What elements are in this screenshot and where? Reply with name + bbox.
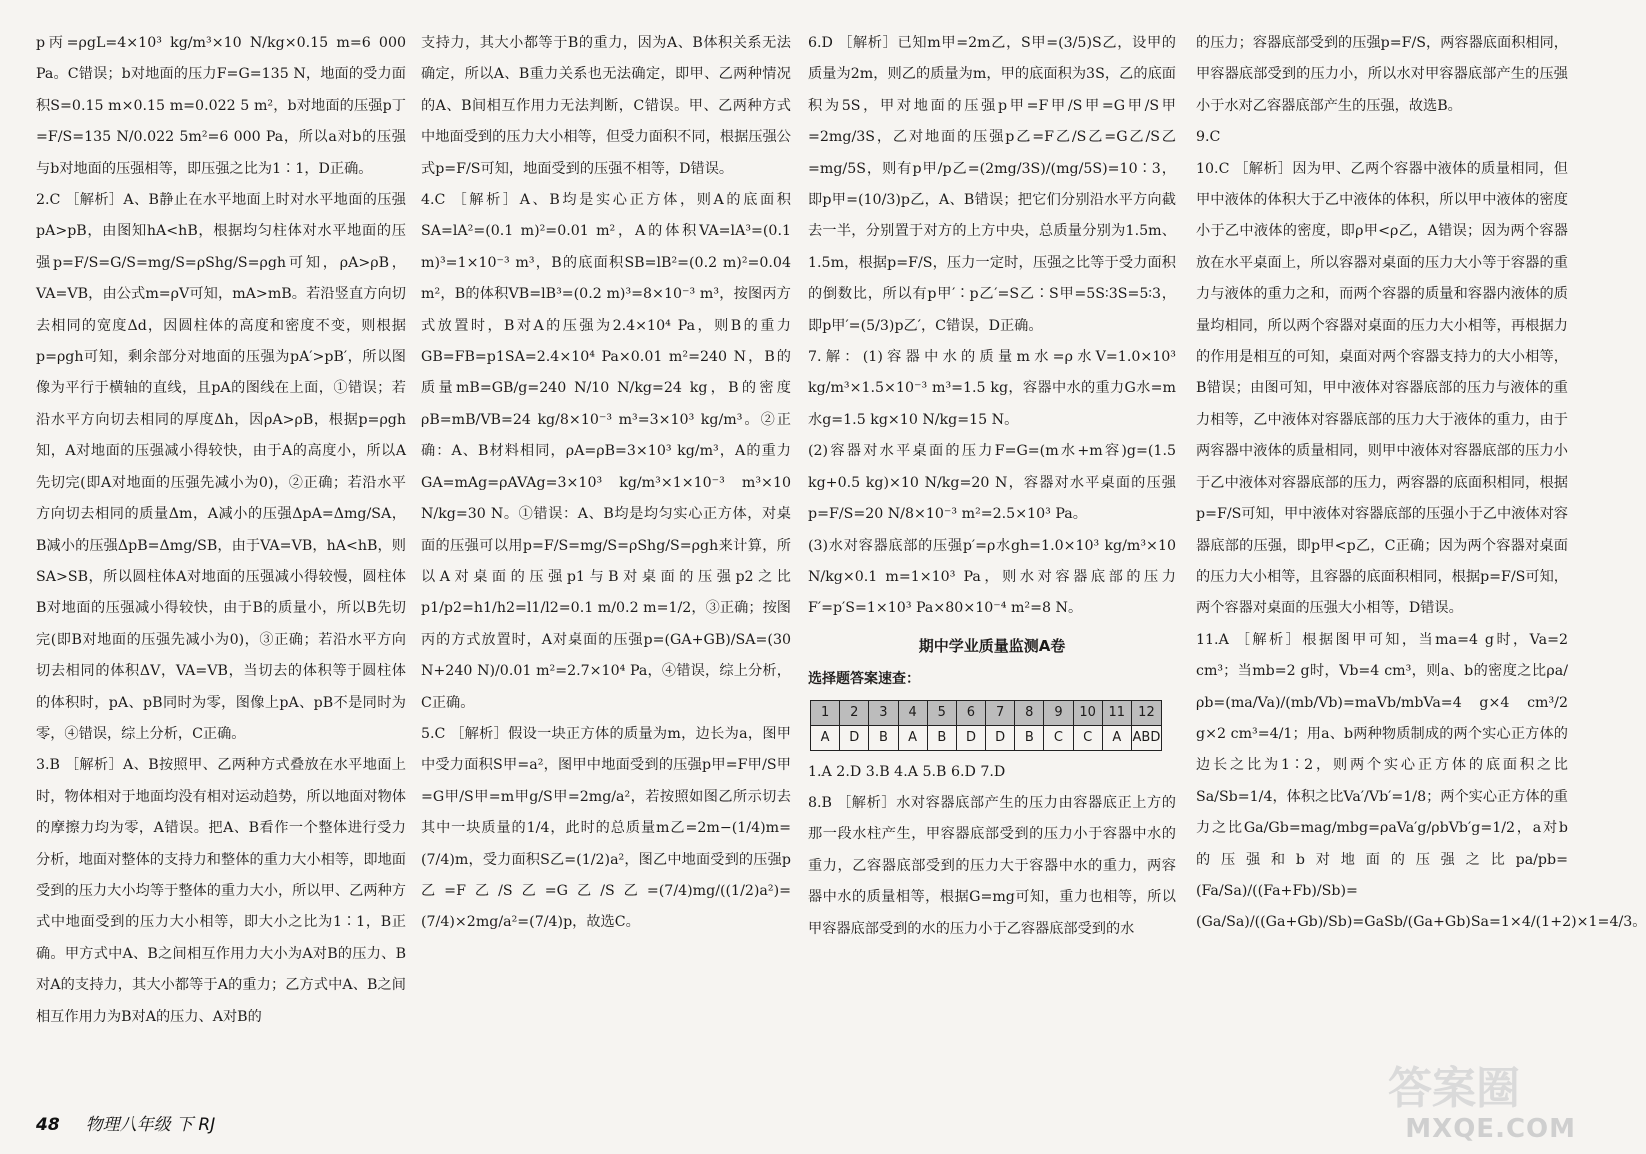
answer-table-head-cell: 8 <box>1015 700 1044 725</box>
col2-para-3: 5.C ［解析］假设一块正方体的质量为m，边长为a，图甲中受力面积S甲=a²，图甲中地面受到的压强p甲=F甲/S甲=G甲/S甲=m甲g/S甲=2mg/a²，若按照如图乙所示切去其中一块质量的1/4，此时的总质量m乙=2m−(1/4)m=(7/4)m，受力面积S乙=(1/2)a²，图乙中地面受到的压强p乙=F乙/S乙=G乙/S乙=(7/4)mg/((1/2)a²)=(7/4)×2mg/a²=(7/4)p，故选C。 <box>421 725 791 931</box>
answers-line: 1.A 2.D 3.B 4.A 5.B 6.D 7.D <box>808 763 1006 780</box>
answer-table-head-cell: 6 <box>956 700 985 725</box>
answer-table-cell: ABD <box>1131 725 1161 750</box>
table-caption: 选择题答案速查： <box>808 671 920 688</box>
answer-table-cell: A <box>898 725 927 750</box>
answer-table-head-cell: 12 <box>1131 700 1161 725</box>
answer-table-cell: C <box>1073 725 1102 750</box>
answer-table-head-cell: 4 <box>898 700 927 725</box>
column-2 <box>421 28 791 1080</box>
col4-para-2: 9.C <box>1196 129 1221 146</box>
answer-table-head-cell: 10 <box>1073 700 1102 725</box>
answer-table-header-row <box>811 700 1162 725</box>
answer-table-cell: A <box>811 725 840 750</box>
answer-table-cell: D <box>840 725 869 750</box>
watermark-url: MXQE.COM <box>1405 1114 1576 1144</box>
col1-para-2: 2.C ［解析］A、B静止在水平地面上时对水平地面的压强pA>pB，由图知hA<hB，根据均匀柱体对水平地面的压强p=F/S=G/S=mg/S=ρShg/S=ρgh可知，ρA>ρB，VA=VB，由公式m=ρV可知，mA>mB。若沿竖直方向切去相同的宽度Δd，因圆柱体的高度和密度不变，则根据p=ρgh可知，剩余部分对地面的压强为pA′>pB′，所以图像为平行于横轴的直线，且pA的图线在上面，①错误；若沿水平方向切去相同的厚度Δh，因ρA>ρB，根据p=ρgh知，A对地面的压强减小得较快，由于A的高度小，所以A先切完(即A对地面的压强先减小为0)，②正确；若沿水平方向切去相同的质量Δm，A减小的压强ΔpA=Δmg/SA，B减小的压强ΔpB=Δmg/SB，由于VA=VB，hA<hB，则SA>SB，所以圆柱体A对地面的压强减小得较慢，圆柱体B对地面的压强减小得较快，由于B的质量小，所以B先切完(即B对地面的压强先减小为0)，③正确；若沿水平方向切去相同的体积ΔV，VA=VB，当切去的体积等于圆柱体的体积时，pA、pB同时为零，图像上pA、pB不是同时为零，④错误，综上分析，C正确。 <box>36 192 406 742</box>
col3-para-3: (2)容器对水平桌面的压力F=G=(m水+m容)g=(1.5 kg+0.5 kg)×10 N/kg=20 N，容器对水平桌面的压强p=F/S=20 N/8×10⁻³ m²=2.5×10³ Pa。 <box>808 443 1176 523</box>
answer-table-cell: D <box>956 725 985 750</box>
answer-table-head-cell: 3 <box>869 700 898 725</box>
answer-table-body-row <box>811 725 1162 750</box>
answer-table-cell: D <box>986 725 1015 750</box>
answer-table-head-cell: 9 <box>1044 700 1073 725</box>
column-4 <box>1196 28 1646 1080</box>
book-subject: 物理八年级 下 RJ <box>85 1115 216 1135</box>
col4-para-4: 11.A ［解析］根据图甲可知，当ma=4 g时，Va=2 cm³；当mb=2 g时，Vb=4 cm³，则a、b的密度之比ρa/ρb=(ma/Va)/(mb/Vb)=maVb/mbVa=4 g×4 cm³/2 g×2 cm³=4/1；用a、b两种物质制成的两个实心正方体的边长之比为1∶2，则两个实心正方体的底面积之比Sa/Sb=1/4，体积之比Va′/Vb′=1/8；两个实心正方体的重力之比Ga/Gb=mag/mbg=ρaVa′g/ρbVb′g=1/2，a对b的压强和b对地面的压强之比pa/pb=(Fa/Sa)/((Fa+Fb)/Sb)=(Ga/Sa)/((Ga+Gb)/Sb)=GaSb/(Ga+Gb)Sa=1×4/(1+2)×1=4/3。 <box>1196 631 1646 931</box>
col3-para-4: (3)水对容器底部的压强p′=ρ水gh=1.0×10³ kg/m³×10 N/kg×0.1 m=1×10³ Pa，则水对容器底部的压力F′=p′S=1×10³ Pa×80×10⁻⁴ m²=8 N。 <box>808 537 1176 617</box>
page-footer <box>36 1110 215 1135</box>
answer-table-cell: B <box>869 725 898 750</box>
column-3 <box>808 28 1176 1080</box>
answer-table-cell: A <box>1102 725 1131 750</box>
col3-para-5: 8.B ［解析］水对容器底部产生的压力由容器底正上方的那一段水柱产生，甲容器底部受到的压力小于容器中水的重力，乙容器底部受到的压力大于容器中水的重力，两容器中水的质量相等，根据G=mg可知，重力也相等，所以甲容器底部受到的水的压力小于乙容器底部受到的水 <box>808 794 1176 937</box>
answer-table-head-cell: 11 <box>1102 700 1131 725</box>
col3-para-1: 6.D ［解析］已知m甲=2m乙，S甲=(3/5)S乙，设甲的质量为2m，则乙的质量为m，甲的底面积为3S，乙的底面积为5S，甲对地面的压强p甲=F甲/S甲=G甲/S甲=2mg/3S，乙对地面的压强p乙=F乙/S乙=G乙/S乙=mg/5S，则有p甲/p乙=(2mg/3S)/(mg/5S)=10∶3，即p甲=(10/3)p乙，A、B错误；把它们分别沿水平方向截去一半，分别置于对方的上方中央，总质量分别为1.5m、1.5m，根据p=F/S，压力一定时，压强之比等于受力面积的倒数比，所以有p甲′∶p乙′=S乙∶S甲=5S∶3S=5∶3，即p甲′=(5/3)p乙′，C错误，D正确。 <box>808 35 1176 334</box>
col3-para-2: 7.解：(1)容器中水的质量m水=ρ水V=1.0×10³ kg/m³×1.5×10⁻³ m³=1.5 kg，容器中水的重力G水=m水g=1.5 kg×10 N/kg=15 N。 <box>808 349 1176 428</box>
page-number: 48 <box>36 1115 60 1135</box>
col1-para-3: 3.B ［解析］A、B按照甲、乙两种方式叠放在水平地面上时，物体相对于地面均没有相对运动趋势，所以地面对物体的摩擦力均为零，A错误。把A、B看作一个整体进行受力分析，地面对整体的支持力和整体的重力大小相等，即地面受到的压力大小均等于整体的重力大小，所以甲、乙两种方式中地面受到的压力大小相等，即大小之比为1∶1，B正确。甲方式中A、B之间相互作用力大小为A对B的压力、B对A的支持力，其大小都等于A的重力；乙方式中A、B之间相互作用力为B对A的压力、A对B的 <box>36 757 406 1025</box>
section-title: 期中学业质量监测A卷 <box>918 636 1066 655</box>
answer-table <box>810 700 1162 751</box>
col4-para-1: 的压力；容器底部受到的压强p=F/S，两容器底面积相同，甲容器底部受到的压力小，所以水对甲容器底部产生的压强小于水对乙容器底部产生的压强，故选B。 <box>1196 35 1568 114</box>
answer-table-head-cell: 5 <box>927 700 956 725</box>
answer-table-cell: C <box>1044 725 1073 750</box>
col1-para-1: p丙=ρgL=4×10³ kg/m³×10 N/kg×0.15 m=6 000 Pa。C错误；b对地面的压力F=G=135 N，地面的受力面积S=0.15 m×0.15 m=0.022 5 m²，b对地面的压强p丁=F/S=135 N/0.022 5m²=6 000 Pa，所以a对b的压强与b对地面的压强相等，即压强之比为1∶1，D正确。 <box>36 35 406 177</box>
answer-table-cell: B <box>927 725 956 750</box>
watermark-logo-text: 答案圈 <box>1388 1063 1520 1114</box>
answer-table-head-cell: 2 <box>840 700 869 725</box>
column-1 <box>36 28 406 1080</box>
answer-table-cell: B <box>1015 725 1044 750</box>
col2-para-2: 4.C ［解析］A、B均是实心正方体，则A的底面积SA=lA²=(0.1 m)²=0.01 m²，A的体积VA=lA³=(0.1 m)³=1×10⁻³ m³，B的底面积SB=lB²=(0.2 m)²=0.04 m²，B的体积VB=lB³=(0.2 m)³=8×10⁻³ m³，按图丙方式放置时，B对A的压强为2.4×10⁴ Pa，则B的重力GB=FB=p1SA=2.4×10⁴ Pa×0.01 m²=240 N，B的质量mB=GB/g=240 N/10 N/kg=24 kg，B的密度ρB=mB/VB=24 kg/8×10⁻³ m³=3×10³ kg/m³。②正确：A、B材料相同，ρA=ρB=3×10³ kg/m³，A的重力GA=mAg=ρAVAg=3×10³ kg/m³×1×10⁻³ m³×10 N/kg=30 N。①错误：A、B均是均匀实心正方体，对桌面的压强可以用p=F/S=mg/S=ρShg/S=ρgh来计算，所以A对桌面的压强p1与B对桌面的压强p2之比p1/p2=h1/h2=l1/l2=0.1 m/0.2 m=1/2，③正确；按图丙的方式放置时，A对桌面的压强p=(GA+GB)/SA=(30 N+240 N)/0.01 m²=2.7×10⁴ Pa，④错误，综上分析，C正确。 <box>421 192 791 711</box>
col2-para-1: 支持力，其大小都等于B的重力，因为A、B体积关系无法确定，所以A、B重力关系也无法确定，即甲、乙两种情况的A、B间相互作用力无法判断，C错误。甲、乙两种方式中地面受到的压力大小相等，但受力面积不同，根据压强公式p=F/S可知，地面受到的压强不相等，D错误。 <box>421 35 791 177</box>
answer-table-head-cell: 1 <box>811 700 840 725</box>
col4-para-3: 10.C ［解析］因为甲、乙两个容器中液体的质量相同，但甲中液体的体积大于乙中液体的体积，所以甲中液体的密度小于乙中液体的密度，即ρ甲<ρ乙，A错误；因为两个容器放在水平桌面上，所以容器对桌面的压力大小等于容器的重力与液体的重力之和，而两个容器的质量和容器内液体的质量均相同，所以两个容器对桌面的压力大小相等，再根据力的作用是相互的可知，桌面对两个容器支持力的大小相等，B错误；由图可知，甲中液体对容器底部的压力与液体的重力相等，乙中液体对容器底部的压力大于液体的重力，由于两容器中液体的质量相同，则甲中液体对容器底部的压力小于乙中液体对容器底部的压力，两容器的底面积相同，根据p=F/S可知，甲中液体对容器底部的压强小于乙中液体对容器底部的压强，即p甲<p乙，C正确；因为两个容器对桌面的压力大小相等，且容器的底面积相同，根据p=F/S可知，两个容器对桌面的压强大小相等，D错误。 <box>1196 160 1568 617</box>
answer-table-head-cell: 7 <box>986 700 1015 725</box>
